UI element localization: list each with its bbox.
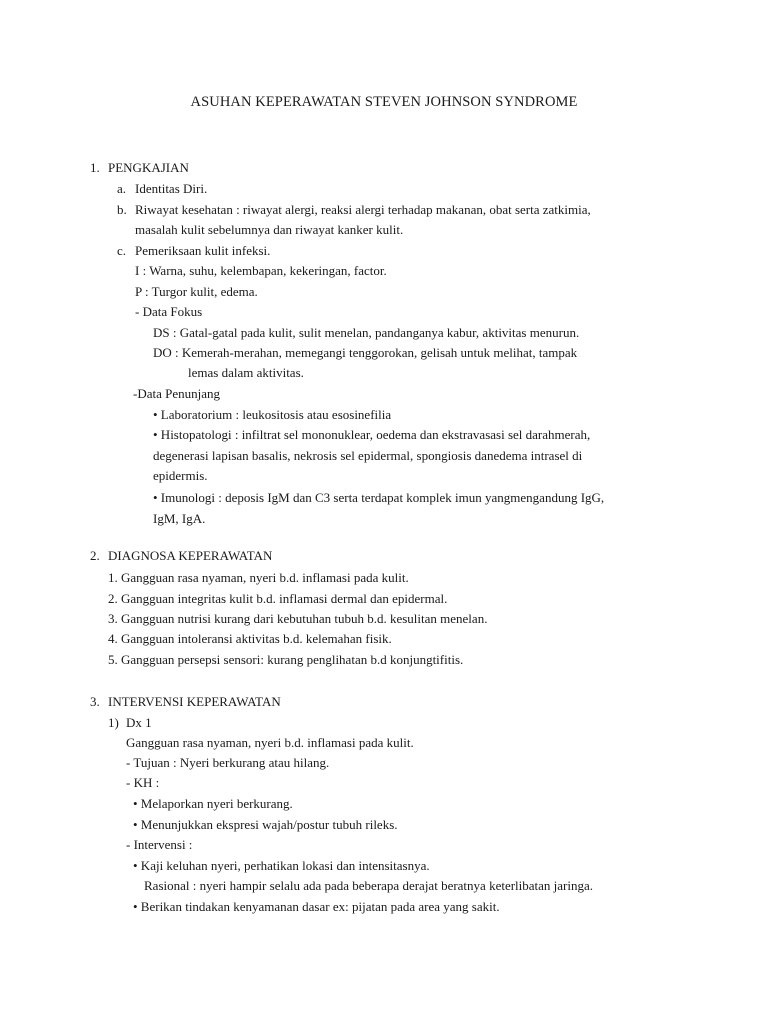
section-number: 2. xyxy=(90,548,100,563)
list-item: Identitas Diri. xyxy=(135,181,208,196)
bullet-continuation: epidermis. xyxy=(153,468,208,483)
bullet-continuation: degenerasi lapisan basalis, nekrosis sel epidermal, spongiosis danedema intrasel di xyxy=(153,448,583,463)
bullet-item: • Berikan tindakan kenyamanan dasar ex: pijatan pada area yang sakit. xyxy=(133,899,500,914)
section-number: 3. xyxy=(90,694,100,709)
bullet-continuation: IgM, IgA. xyxy=(153,511,206,526)
subheading: -Data Penunjang xyxy=(133,386,221,401)
document-title: ASUHAN KEPERAWATAN STEVEN JOHNSON SYNDROME xyxy=(190,94,578,110)
subheading: - Data Fokus xyxy=(135,304,203,319)
section-number: 1. xyxy=(90,160,100,175)
list-item: 5. Gangguan persepsi sensori: kurang penglihatan b.d konjungtifitis. xyxy=(108,652,464,667)
diagnosis-description: Gangguan rasa nyaman, nyeri b.d. inflamasi pada kulit. xyxy=(126,735,414,750)
list-marker: 1) xyxy=(108,715,119,730)
subheading: - Intervensi : xyxy=(126,837,193,852)
list-item: 2. Gangguan integritas kulit b.d. inflamasi dermal dan epidermal. xyxy=(108,591,448,606)
list-marker: a. xyxy=(117,181,127,196)
section-heading: DIAGNOSA KEPERAWATAN xyxy=(108,548,273,563)
subheading: - KH : xyxy=(126,775,160,790)
inspection-line: I : Warna, suhu, kelembapan, kekeringan, factor. xyxy=(135,263,387,278)
bullet-item: • Laboratorium : leukositosis atau esosinefilia xyxy=(153,407,392,422)
do-line: DO : Kemerah-merahan, memegangi tenggorokan, gelisah untuk melihat, tampak xyxy=(153,345,578,360)
section-heading: INTERVENSI KEPERAWATAN xyxy=(108,694,281,709)
list-item: 4. Gangguan intoleransi aktivitas b.d. kelemahan fisik. xyxy=(108,631,392,646)
bullet-item: • Menunjukkan ekspresi wajah/postur tubuh rileks. xyxy=(133,817,398,832)
ds-line: DS : Gatal-gatal pada kulit, sulit menelan, pandanganya kabur, aktivitas menurun. xyxy=(153,325,580,340)
list-item: Pemeriksaan kulit infeksi. xyxy=(135,243,271,258)
list-marker: b. xyxy=(117,202,127,217)
do-continuation: lemas dalam aktivitas. xyxy=(188,365,304,380)
diagnosis-label: Dx 1 xyxy=(126,715,152,730)
palpation-line: P : Turgor kulit, edema. xyxy=(135,284,258,299)
section-heading: PENGKAJIAN xyxy=(108,160,189,175)
list-item-continuation: masalah kulit sebelumnya dan riwayat kanker kulit. xyxy=(135,222,404,237)
bullet-item: • Kaji keluhan nyeri, perhatikan lokasi dan intensitasnya. xyxy=(133,858,430,873)
goal-line: - Tujuan : Nyeri berkurang atau hilang. xyxy=(126,755,330,770)
rationale-line: Rasional : nyeri hampir selalu ada pada beberapa derajat beratnya keterlibatan jaringa. xyxy=(144,878,594,893)
list-item: Riwayat kesehatan : riwayat alergi, reaksi alergi terhadap makanan, obat serta zatkimia, xyxy=(135,202,591,217)
bullet-item: • Histopatologi : infiltrat sel mononuklear, oedema dan ekstravasasi sel darahmerah, xyxy=(153,427,591,442)
list-marker: c. xyxy=(117,243,127,258)
bullet-item: • Imunologi : deposis IgM dan C3 serta terdapat komplek imun yangmengandung IgG, xyxy=(153,490,605,505)
list-item: 3. Gangguan nutrisi kurang dari kebutuhan tubuh b.d. kesulitan menelan. xyxy=(108,611,488,626)
list-item: 1. Gangguan rasa nyaman, nyeri b.d. inflamasi pada kulit. xyxy=(108,570,409,585)
bullet-item: • Melaporkan nyeri berkurang. xyxy=(133,796,293,811)
